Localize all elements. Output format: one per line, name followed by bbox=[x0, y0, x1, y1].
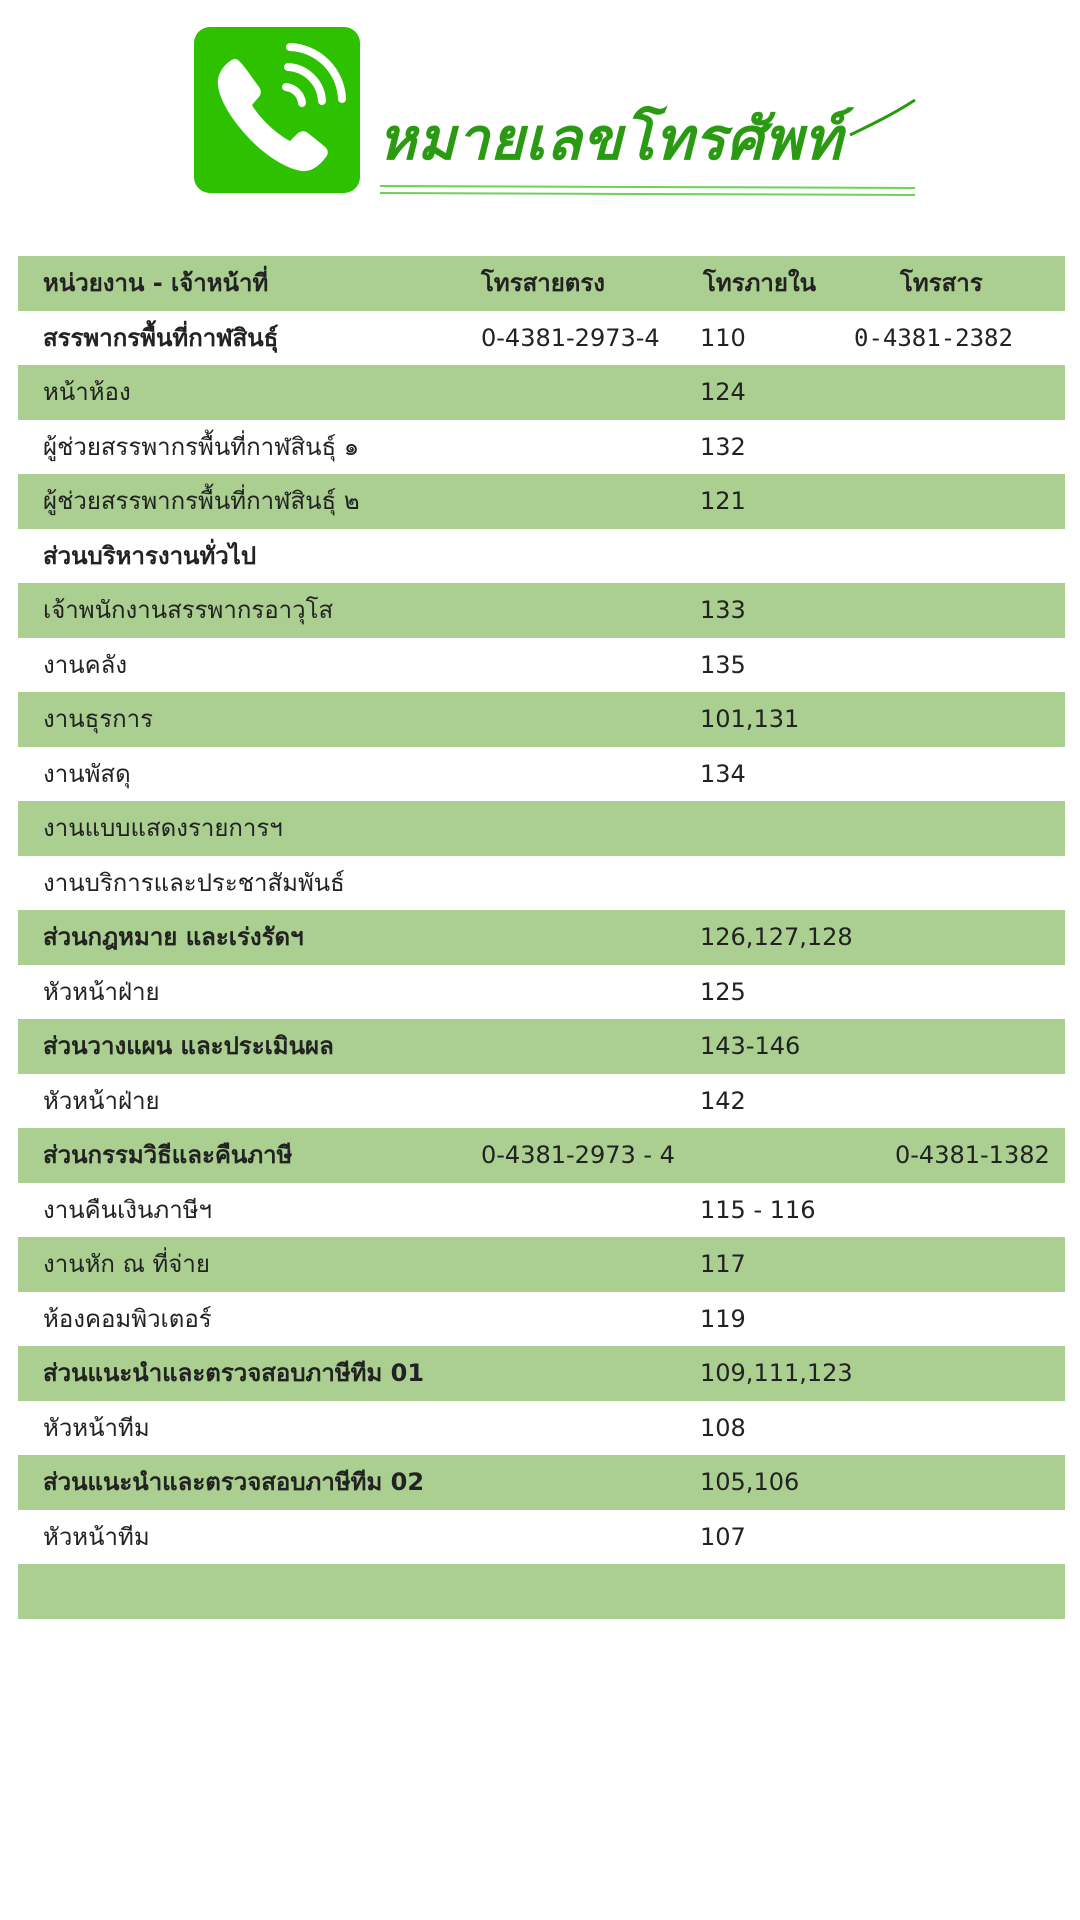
table-row bbox=[18, 311, 1065, 366]
page-title: หมายเลขโทรศัพท์ bbox=[378, 105, 843, 173]
table-row bbox=[18, 1401, 1065, 1456]
row-department: ห้องคอมพิวเตอร์ bbox=[43, 1304, 212, 1333]
row-department: ผู้ช่วยสรรพากรพื้นที่กาฬสินธุ์ ๒ bbox=[43, 487, 360, 515]
table-row bbox=[18, 1510, 1065, 1565]
row-department: ส่วนบริหารงานทั่วไป bbox=[43, 541, 257, 570]
row-extension: 132 bbox=[700, 432, 746, 461]
table-row bbox=[18, 1292, 1065, 1347]
page-header bbox=[0, 0, 1080, 220]
table-row bbox=[18, 420, 1065, 475]
row-department: หัวหน้าทีม bbox=[43, 1522, 150, 1551]
row-department: ส่วนกฎหมาย และเร่งรัดฯ bbox=[43, 923, 304, 951]
row-direct-number: 0-4381-2973-4 bbox=[481, 323, 660, 352]
row-extension: 133 bbox=[700, 596, 746, 624]
row-department: งานหัก ณ ที่จ่าย bbox=[43, 1250, 210, 1278]
row-extension: 115 - 116 bbox=[700, 1195, 816, 1224]
table-row bbox=[18, 747, 1065, 802]
column-header-fax: โทรสาร bbox=[900, 269, 983, 297]
row-extension: 110 bbox=[700, 323, 746, 352]
row-department: งานคืนเงินภาษีฯ bbox=[43, 1195, 212, 1224]
table-row bbox=[18, 692, 1065, 747]
row-extension: 101,131 bbox=[700, 705, 800, 733]
table-row bbox=[18, 365, 1065, 420]
row-department: งานแบบแสดงรายการฯ bbox=[43, 814, 283, 842]
row-direct-number: 0-4381-2973 - 4 bbox=[481, 1141, 675, 1169]
row-department: หัวหน้าทีม bbox=[43, 1413, 150, 1442]
row-department: ส่วนแนะนำและตรวจสอบภาษีทีม 01 bbox=[43, 1359, 425, 1387]
table-row bbox=[18, 801, 1065, 856]
row-department: หน้าห้อง bbox=[43, 378, 131, 406]
table-row bbox=[18, 1128, 1065, 1183]
row-fax-number: 0-4381-2382 bbox=[854, 323, 1013, 352]
table-row bbox=[18, 910, 1065, 965]
row-extension: 126,127,128 bbox=[700, 923, 853, 951]
row-department: เจ้าพนักงานสรรพากรอาวุโส bbox=[43, 596, 334, 624]
table-row bbox=[18, 1019, 1065, 1074]
table-header-row bbox=[18, 256, 1065, 311]
row-extension: 121 bbox=[700, 487, 746, 515]
row-department: หัวหน้าฝ่าย bbox=[43, 1086, 160, 1115]
row-extension: 135 bbox=[700, 650, 746, 679]
row-department: งานพัสดุ bbox=[43, 759, 131, 788]
table-row bbox=[18, 474, 1065, 529]
row-department: สรรพากรพื้นที่กาฬสินธุ์ bbox=[43, 323, 279, 352]
column-header-department: หน่วยงาน - เจ้าหน้าที่ bbox=[43, 269, 269, 297]
table-row bbox=[18, 1346, 1065, 1401]
row-extension: 119 bbox=[700, 1304, 746, 1333]
column-header-direct: โทรสายตรง bbox=[481, 269, 605, 297]
table-row bbox=[18, 856, 1065, 911]
table-row bbox=[18, 583, 1065, 638]
table-row bbox=[18, 1237, 1065, 1292]
table-row-empty bbox=[18, 1564, 1065, 1619]
row-department: งานบริการและประชาสัมพันธ์ bbox=[43, 868, 345, 897]
row-department: ส่วนวางแผน และประเมินผล bbox=[43, 1032, 334, 1060]
table-row bbox=[18, 1455, 1065, 1510]
row-extension: 107 bbox=[700, 1522, 746, 1551]
row-department: งานธุรการ bbox=[43, 705, 154, 733]
row-extension: 117 bbox=[700, 1250, 746, 1278]
table-row bbox=[18, 1074, 1065, 1129]
row-department: ผู้ช่วยสรรพากรพื้นที่กาฬสินธุ์ ๑ bbox=[43, 432, 360, 461]
row-extension: 124 bbox=[700, 378, 746, 406]
column-header-extension: โทรภายใน bbox=[703, 269, 817, 297]
row-extension: 105,106 bbox=[700, 1468, 800, 1496]
row-department: หัวหน้าฝ่าย bbox=[43, 977, 160, 1006]
row-extension: 108 bbox=[700, 1413, 746, 1442]
row-department: ส่วนแนะนำและตรวจสอบภาษีทีม 02 bbox=[43, 1468, 425, 1496]
table-row bbox=[18, 529, 1065, 584]
row-department: ส่วนกรรมวิธีและคืนภาษี bbox=[43, 1141, 293, 1169]
row-fax-number: 0-4381-1382 bbox=[895, 1141, 1050, 1169]
row-extension: 134 bbox=[700, 759, 746, 788]
table-row bbox=[18, 965, 1065, 1020]
row-extension: 143-146 bbox=[700, 1032, 801, 1060]
table-row bbox=[18, 638, 1065, 693]
phone-call-icon bbox=[194, 27, 360, 193]
table-row bbox=[18, 1183, 1065, 1238]
phone-directory-table bbox=[18, 256, 1065, 1619]
row-department: งานคลัง bbox=[43, 650, 128, 679]
row-extension: 142 bbox=[700, 1086, 746, 1115]
row-extension: 125 bbox=[700, 977, 746, 1006]
row-extension: 109,111,123 bbox=[700, 1359, 853, 1387]
